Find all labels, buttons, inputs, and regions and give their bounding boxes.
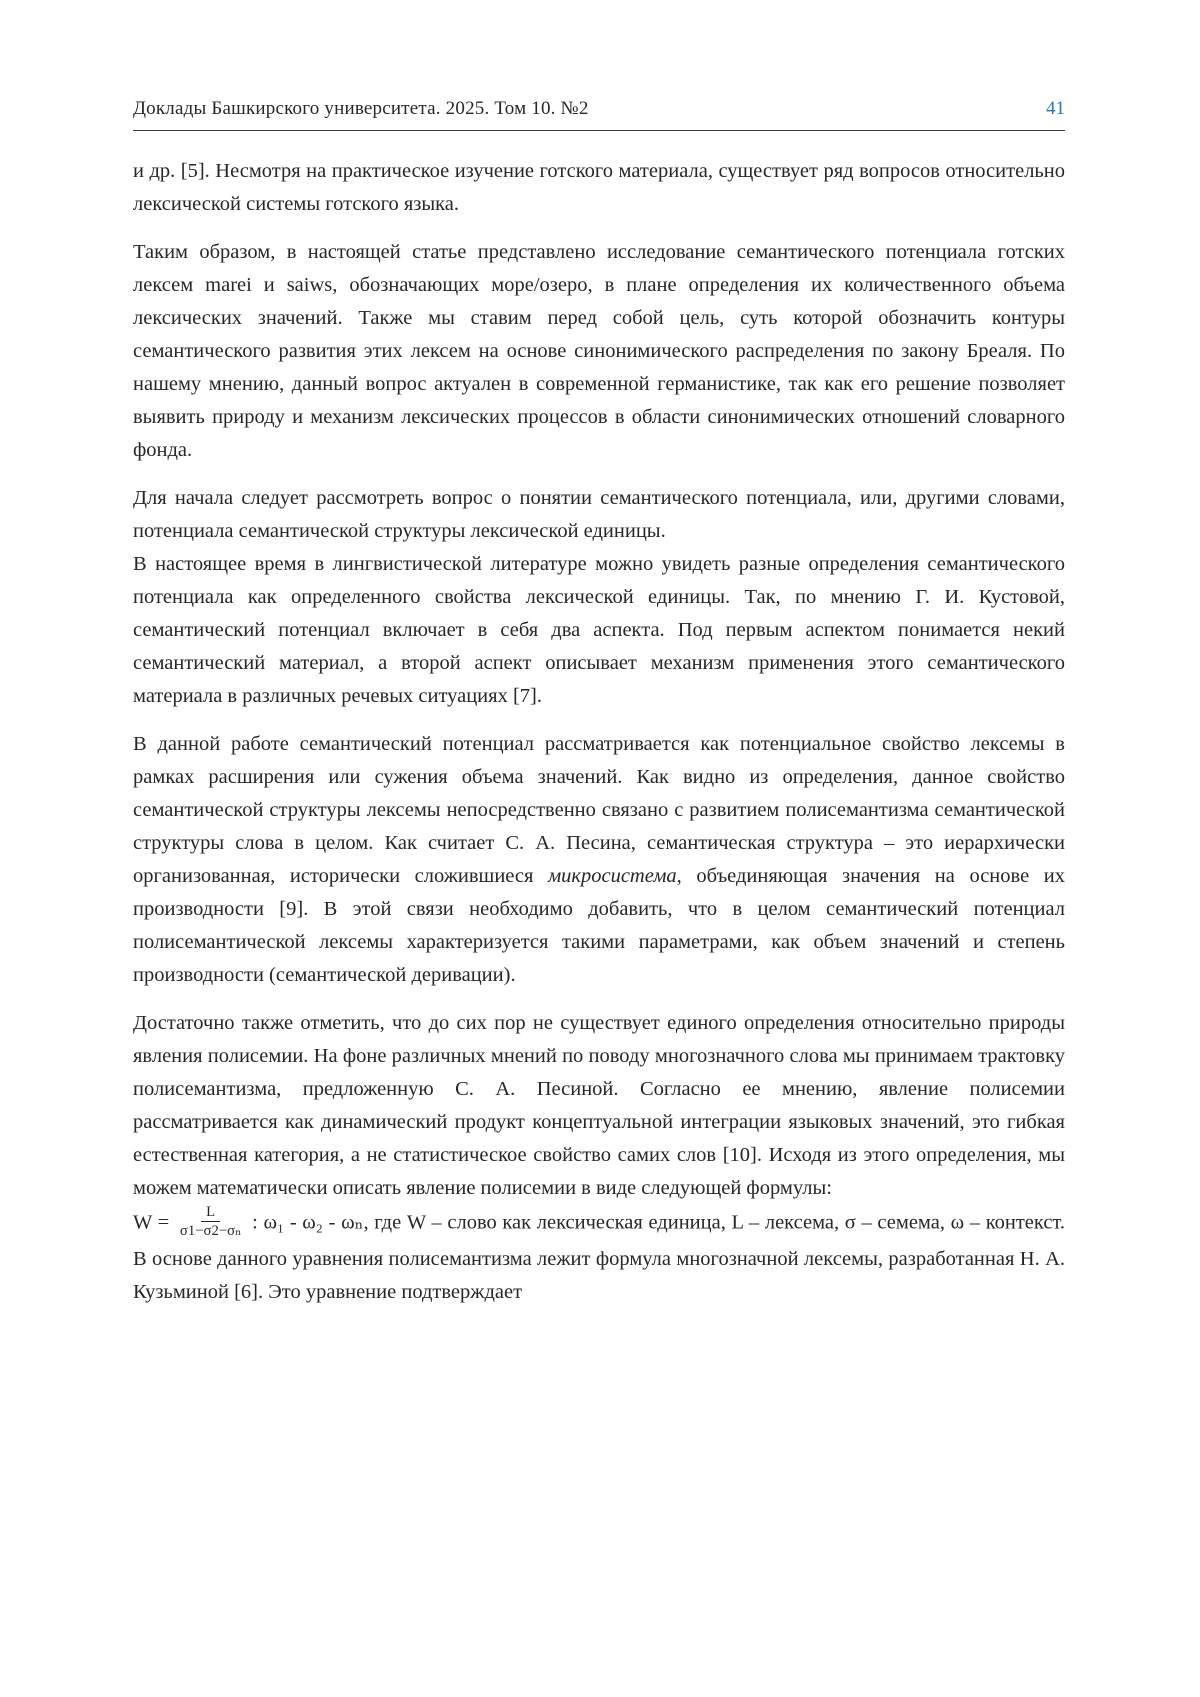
- text-run: Достаточно также отметить, что до сих пор не существует единого определения относительно природы явления полисемии. На фоне различных мнений по поводу многозначного слова мы принимаем трактовку полисемантизма, предложенную С. А. Песиной. Согласно ее мнению, явление полисемии рассматривается как динамический продукт концептуальной интеграции языковых значений, это гибкая естественная категория, а не статистическое свойство самих слов [10]. Исходя из этого определения, мы можем математически описать явление полисемии в виде следующей формулы:: [133, 1012, 1065, 1199]
- text-run: В настоящее время в лингвистической литературе можно увидеть разные определения семантического потенциала как определенного свойства лексической единицы. Так, по мнению Г. И. Кустовой, семантический потенциал включает в себя два аспекта. Под первым аспектом понимается некий семантический материал, а второй аспект описывает механизм применения этого семантического материала в различных речевых ситуациях [7].: [133, 553, 1065, 707]
- text-run: В данной работе семантический потенциал рассматривается как потенциальное свойство лексемы в рамках расширения или сужения объема значений. Как видно из определения, данное свойство семантической структуры лексемы непосредственно связано с развитием полисемантизма семантической структуры слова в целом. Как считает С. А. Песина, семантическая структура – это иерархически организованная, исторически сложившиеся: [133, 733, 1065, 887]
- paragraph: [133, 728, 1065, 992]
- page-number: 41: [1046, 98, 1065, 119]
- journal-title: Доклады Башкирского университета. 2025. Том 10. №2: [133, 98, 589, 119]
- italic-text-run: микросистема: [548, 865, 677, 887]
- paragraph: [133, 482, 1065, 713]
- page-header: [133, 98, 1065, 131]
- text-run: W =: [133, 1211, 175, 1234]
- text-run: : ω₁ - ω₂ - ωₙ, где W – слово как лексическая единица, L – лексема, σ – семема, ω – контекст. В основе данного уравнения полисемантизма лежит формула многозначной лексемы, разработанная Н. А. Кузьминой [6]. Это уравнение подтверждает: [133, 1211, 1065, 1303]
- paragraph: [133, 155, 1065, 221]
- document-body: [133, 155, 1065, 1309]
- fraction-denominator: σ1−σ2−σₙ: [179, 1223, 242, 1240]
- text-run: Для начала следует рассмотреть вопрос о понятии семантического потенциала, или, другими словами, потенциала семантической структуры лексической единицы.: [133, 487, 1065, 542]
- paragraph: [133, 236, 1065, 467]
- paragraph: [133, 1007, 1065, 1309]
- fraction-numerator: L: [201, 1203, 220, 1222]
- formula-fraction: [178, 1203, 244, 1241]
- text-run: Таким образом, в настоящей статье представлено исследование семантического потенциала готских лексем marei и saiws, обозначающих море/озеро, в плане определения их количественного объема лексических значений. Также мы ставим перед собой цель, суть которой обозначить контуры семантического развития этих лексем на основе синонимического распределения по закону Бреаля. По нашему мнению, данный вопрос актуален в современной германистике, так как его решение позволяет выявить природу и механизм лексических процессов в области синонимических отношений словарного фонда.: [133, 241, 1065, 461]
- text-run: , объединяющая значения на основе их производности [9]. В этой связи необходимо добавить, что в целом семантический потенциал полисемантической лексемы характеризуется такими параметрами, как объем значений и степень производности (семантической деривации).: [133, 865, 1066, 986]
- text-run: и др. [5]. Несмотря на практическое изучение готского материала, существует ряд вопросов относительно лексической системы готского языка.: [133, 160, 1065, 215]
